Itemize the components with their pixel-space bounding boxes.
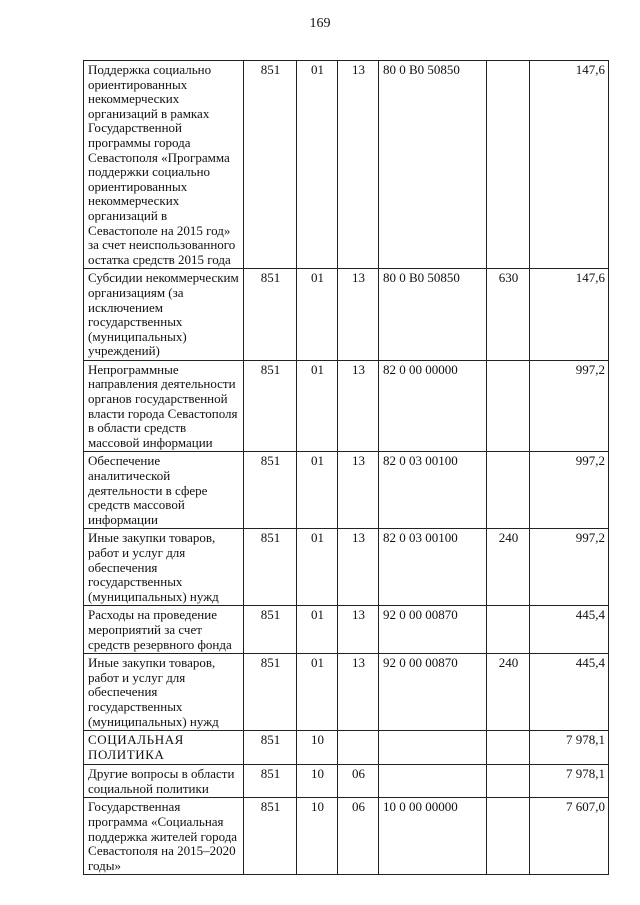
expense-type-code-cell [487,731,530,765]
department-code-cell: 851 [244,452,297,529]
target-article-code-cell: 92 0 00 00870 [379,606,487,654]
expense-type-code-cell [487,452,530,529]
expense-name-cell: Субсидии некоммерческим организациям (за исключением государственных (муниципальных) учреждений) [84,269,244,361]
target-article-code-cell: 10 0 00 00000 [379,798,487,875]
budget-table [83,60,609,875]
department-code-cell: 851 [244,61,297,269]
expense-type-code-cell [487,798,530,875]
department-code-cell: 851 [244,765,297,798]
table-row [84,654,609,731]
expense-name-cell: Непрограммные направления деятельности органов государственной власти города Севастополя в области средств массовой информации [84,360,244,452]
amount-cell: 997,2 [530,452,609,529]
expense-name-cell: Иные закупки товаров, работ и услуг для обеспечения государственных (муниципальных) нужд [84,529,244,606]
section-code-cell: 01 [297,61,338,269]
table-row [84,606,609,654]
expense-name-cell: Иные закупки товаров, работ и услуг для обеспечения государственных (муниципальных) нужд [84,654,244,731]
expense-type-code-cell [487,360,530,452]
table-row [84,61,609,269]
amount-cell: 147,6 [530,61,609,269]
expense-name-cell: СОЦИАЛЬНАЯ ПОЛИТИКА [84,731,244,765]
department-code-cell: 851 [244,798,297,875]
target-article-code-cell: 82 0 00 00000 [379,360,487,452]
amount-cell: 997,2 [530,529,609,606]
section-code-cell: 01 [297,654,338,731]
department-code-cell: 851 [244,731,297,765]
subsection-code-cell: 06 [338,798,379,875]
expense-type-code-cell [487,606,530,654]
subsection-code-cell: 13 [338,269,379,361]
department-code-cell: 851 [244,654,297,731]
department-code-cell: 851 [244,360,297,452]
subsection-code-cell: 13 [338,452,379,529]
target-article-code-cell [379,765,487,798]
page-number: 169 [309,16,331,31]
target-article-code-cell: 80 0 В0 50850 [379,269,487,361]
department-code-cell: 851 [244,529,297,606]
table-row [84,798,609,875]
department-code-cell: 851 [244,269,297,361]
target-article-code-cell: 92 0 00 00870 [379,654,487,731]
expense-type-code-cell [487,61,530,269]
table-row [84,360,609,452]
subsection-code-cell: 13 [338,360,379,452]
target-article-code-cell: 82 0 03 00100 [379,529,487,606]
subsection-code-cell: 06 [338,765,379,798]
section-code-cell: 10 [297,731,338,765]
department-code-cell: 851 [244,606,297,654]
section-code-cell: 01 [297,452,338,529]
expense-name-cell: Поддержка социально ориентированных некоммерческих организаций в рамках Государственной программы города Севастополя «Программа поддержки социально ориентированных некоммерческих организаций в Севастополе на 2015 год» за счет неиспользованного остатка средств 2015 года [84,61,244,269]
amount-cell: 147,6 [530,269,609,361]
section-code-cell: 01 [297,360,338,452]
expense-type-code-cell [487,765,530,798]
subsection-code-cell: 13 [338,529,379,606]
amount-cell: 997,2 [530,360,609,452]
subsection-code-cell [338,731,379,765]
target-article-code-cell: 82 0 03 00100 [379,452,487,529]
table-row [84,765,609,798]
expense-name-cell: Расходы на проведение мероприятий за счет средств резервного фонда [84,606,244,654]
section-code-cell: 10 [297,765,338,798]
table-row [84,529,609,606]
table-row [84,452,609,529]
target-article-code-cell [379,731,487,765]
expense-name-cell: Другие вопросы в области социальной политики [84,765,244,798]
expense-type-code-cell: 240 [487,529,530,606]
amount-cell: 7 978,1 [530,765,609,798]
expense-name-cell: Государственная программа «Социальная поддержка жителей города Севастополя на 2015–2020 годы» [84,798,244,875]
section-code-cell: 01 [297,529,338,606]
amount-cell: 7 607,0 [530,798,609,875]
subsection-code-cell: 13 [338,654,379,731]
table-row [84,731,609,765]
expense-type-code-cell: 240 [487,654,530,731]
target-article-code-cell: 80 0 В0 50850 [379,61,487,269]
subsection-code-cell: 13 [338,61,379,269]
expense-name-cell: Обеспечение аналитической деятельности в сфере средств массовой информации [84,452,244,529]
subsection-code-cell: 13 [338,606,379,654]
section-code-cell: 01 [297,269,338,361]
amount-cell: 445,4 [530,606,609,654]
amount-cell: 445,4 [530,654,609,731]
section-code-cell: 10 [297,798,338,875]
expense-type-code-cell: 630 [487,269,530,361]
section-code-cell: 01 [297,606,338,654]
table-row [84,269,609,361]
amount-cell: 7 978,1 [530,731,609,765]
